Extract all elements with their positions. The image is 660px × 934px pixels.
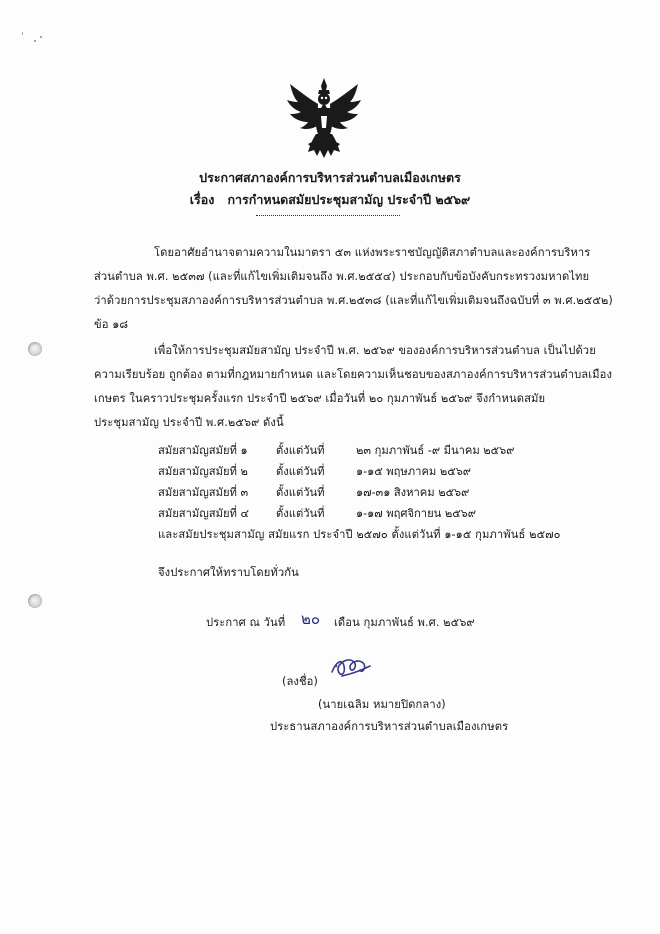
para1-line: ว่าด้วยการประชุมสภาองค์การบริหารส่วนตำบล พ.ศ.๒๕๓๘ (และที่แก้ไขเพิ่มเติมจนถึงฉบับที่ ๓ พ.ศ.๒๕๕๒) bbox=[94, 294, 613, 307]
announced-month-year: เดือน กุมภาพันธ์ พ.ศ. ๒๕๖๙ bbox=[334, 616, 475, 629]
announced-date-line bbox=[206, 613, 285, 631]
closing-statement: จึงประกาศให้ทราบโดยทั่วกัน bbox=[158, 566, 299, 579]
para2-line: ประชุมสามัญ ประจำปี พ.ศ.๒๕๖๙ ดังนี้ bbox=[94, 416, 284, 429]
session-name: สมัยสามัญสมัยที่ ๒ bbox=[158, 465, 248, 478]
session-from-label: ตั้งแต่วันที่ bbox=[276, 486, 325, 499]
signature-scribble-icon bbox=[328, 652, 374, 682]
para2-line: เกษตร ในคราวประชุมครั้งแรก ประจำปี ๒๕๖๙ เมื่อวันที่ ๒๐ กุมภาพันธ์ ๒๕๖๙ จึงกำหนดสมัย bbox=[94, 392, 546, 405]
session-from-label: ตั้งแต่วันที่ bbox=[276, 465, 325, 478]
title-divider bbox=[256, 215, 400, 216]
session-dates: ๑-๑๗ พฤศจิกายน ๒๕๖๙ bbox=[356, 507, 476, 520]
session-from-label: ตั้งแต่วันที่ bbox=[276, 507, 325, 520]
scan-speck bbox=[22, 32, 23, 35]
punch-hole-top bbox=[28, 342, 42, 356]
session-dates: ๒๓ กุมภาพันธ์ -๙ มีนาคม ๒๕๖๙ bbox=[356, 444, 515, 457]
session-name: สมัยสามัญสมัยที่ ๓ bbox=[158, 486, 249, 499]
para1-line: ส่วนตำบล พ.ศ. ๒๕๓๗ (และที่แก้ไขเพิ่มเติมจนถึง พ.ศ.๒๕๕๔) ประกอบกับข้อบังคับกระทรวงมหาดไทย bbox=[94, 270, 590, 283]
announcement-subject bbox=[0, 190, 660, 210]
next-year-session: และสมัยประชุมสามัญ สมัยแรก ประจำปี ๒๕๗๐ ตั้งแต่วันที่ ๑-๑๕ กุมภาพันธ์ ๒๕๗๐ bbox=[158, 528, 561, 541]
session-name: สมัยสามัญสมัยที่ ๔ bbox=[158, 507, 249, 520]
signed-label: (ลงชื่อ) bbox=[282, 675, 318, 688]
scan-speck bbox=[34, 40, 36, 42]
subject-label: เรื่อง bbox=[189, 192, 215, 207]
para1-line: ข้อ ๑๘ bbox=[94, 318, 129, 331]
session-name: สมัยสามัญสมัยที่ ๑ bbox=[158, 444, 248, 457]
punch-hole-bottom bbox=[28, 594, 42, 608]
subject-text: การกำหนดสมัยประชุมสามัญ ประจำปี ๒๕๖๙ bbox=[227, 192, 471, 207]
para2-line: เพื่อให้การประชุมสมัยสามัญ ประจำปี พ.ศ. ๒๕๖๙ ขององค์การบริหารส่วนตำบล เป็นไปด้วย bbox=[154, 344, 596, 357]
signatory-position: ประธานสภาองค์การบริหารส่วนตำบลเมืองเกษตร bbox=[270, 720, 509, 733]
signatory-name: (นายเฉลิม หมายปิดกลาง) bbox=[318, 698, 446, 711]
para2-line: ความเรียบร้อย ถูกต้อง ตามที่กฎหมายกำหนด และโดยความเห็นชอบของสภาองค์การบริหารส่วนตำบลเมือง bbox=[94, 368, 613, 381]
scan-speck bbox=[40, 36, 42, 38]
session-dates: ๑๗-๓๑ สิงหาคม ๒๕๖๙ bbox=[356, 486, 470, 499]
announcement-title: ประกาศสภาองค์การบริหารส่วนตำบลเมืองเกษตร bbox=[199, 170, 461, 185]
session-dates: ๑-๑๕ พฤษภาคม ๒๕๖๙ bbox=[356, 465, 471, 478]
announced-label: ประกาศ ณ วันที่ bbox=[206, 616, 286, 629]
para1-line: โดยอาศัยอำนาจตามความในมาตรา ๕๓ แห่งพระราชบัญญัติสภาตำบลและองค์การบริหาร bbox=[154, 246, 591, 259]
session-from-label: ตั้งแต่วันที่ bbox=[276, 444, 325, 457]
handwritten-day: ๒๐ bbox=[301, 610, 321, 628]
garuda-emblem-icon bbox=[284, 76, 364, 160]
